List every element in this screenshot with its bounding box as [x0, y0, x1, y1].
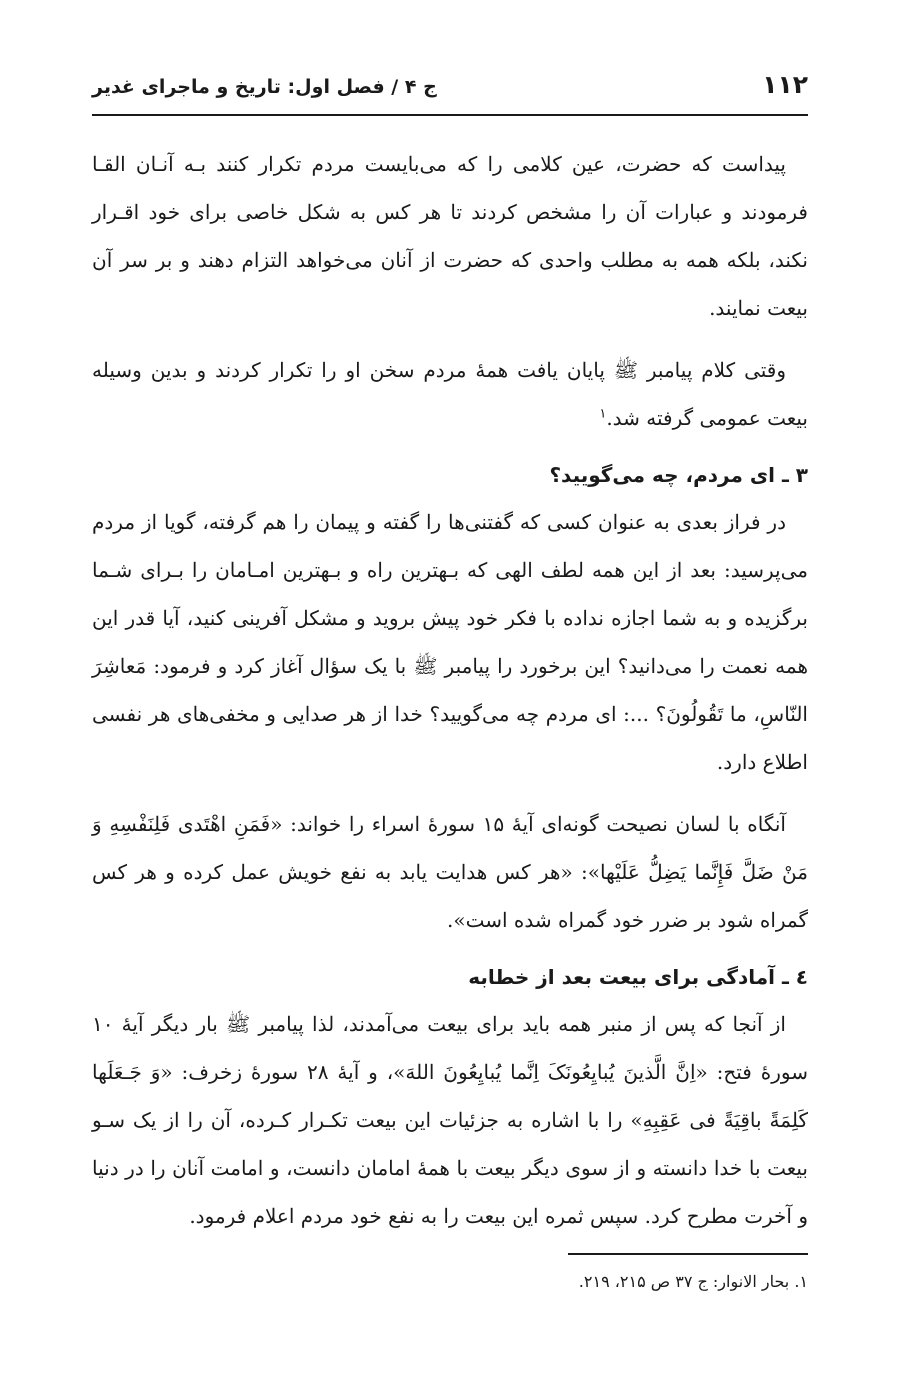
running-header	[92, 62, 808, 116]
paragraph-gap	[92, 332, 808, 346]
footnote-reference[interactable]: ۱	[599, 406, 607, 422]
section-heading-3: ۳ ـ ای مردم، چه می‌گویید؟	[549, 463, 808, 487]
paragraph-5: از آنجا که پس از منبر همه باید برای بیعت می‌آمدند، لذا پیامبر ﷺ بار دیگر آیهٔ ۱۰ سورهٔ فتح: «اِنَّ الَّذینَ یُبایِعُونَکَ اِنَّما یُبایِعُونَ اللهَ»، و آیهٔ ۲۸ سورهٔ زخرف: «وَ جَـعَلَها کَلِمَةً باقِیَةً فی عَقِبِهِ» را با اشاره به جزئیات این بیعت تکـرار کـرده، آن را از یک سـو بیعت با خدا دانسته و از سوی دیگر بیعت با همهٔ امامان دانست، و امامت آنان را در دنیا و آخرت مطرح کرد. سپس ثمره این بیعت را به نفع خود مردم اعلام فرمود.	[92, 1012, 808, 1228]
body-text	[92, 140, 808, 1240]
book-page	[92, 0, 808, 1390]
footnote: ۱. بحار الانوار: ج ۳۷ ص ۲۱۵، ۲۱۹.	[578, 1272, 808, 1291]
paragraph-2	[92, 346, 808, 442]
running-title: ج ۴ / فصل اول: تاریخ و ماجرای غدیر	[92, 76, 437, 98]
paragraph-3: در فراز بعدی به عنوان کسی که گفتنی‌ها را گفته و پیمان را هم گرفته، گویا از مردم می‌پرسید: بعد از این همه لطف الهی که بـهترین راه و بـهترین امـامان را بـرای شـما برگزیده و به شما اجازه نداده با فکر خود پیش بروید و مشکل آفرینی کنید، آیا قدر این همه نعمت را می‌دانید؟ این برخورد را پیامبر ﷺ با یک سؤال آغاز کرد و فرمود: مَعاشِرَ النّاسِ، ما تَقُولُونَ؟ ...: ای مردم چه می‌گویید؟ خدا از هر صدایی و مخفی‌های هر نفسی اطلاع دارد.	[92, 510, 808, 774]
paragraph-4: آنگاه با لسان نصیحت گونه‌ای آیهٔ ۱۵ سورهٔ اسراء را خواند: «فَمَنِ اهْتَدی فَلِنَفْسِهِ وَ مَنْ ضَلَّ فَإِنَّما یَضِلُّ عَلَیْها»: «هر کس هدایت یابد به نفع خویش عمل کرده و هر کس گمراه شود بر ضرر خود گمراه شده است».	[92, 812, 808, 932]
paragraph-2-text: وقتی کلام پیامبر ﷺ پایان یافت همهٔ مردم سخن او را تکرار کردند و بدین وسیله بیعت عمومی گرفته شد.	[92, 358, 808, 430]
section-heading-4: ٤ ـ آمادگی برای بیعت بعد از خطابه	[468, 965, 808, 989]
paragraph-1: پیداست که حضرت، عین کلامی را که می‌بایست مردم تکرار کنند بـه آنـان القـا فرمودند و عبارات آن را مشخص کردند تا هر کس به شکل خاصی برای خود اقـرار نکند، بلکه همه به مطلب واحدی که حضرت از آنان می‌خواهد التزام دهند و بر سر آن بیعت نمایند.	[92, 152, 808, 320]
footnote-divider	[568, 1253, 808, 1255]
page-number: ۱۱۲	[762, 70, 808, 99]
paragraph-gap	[92, 786, 808, 800]
